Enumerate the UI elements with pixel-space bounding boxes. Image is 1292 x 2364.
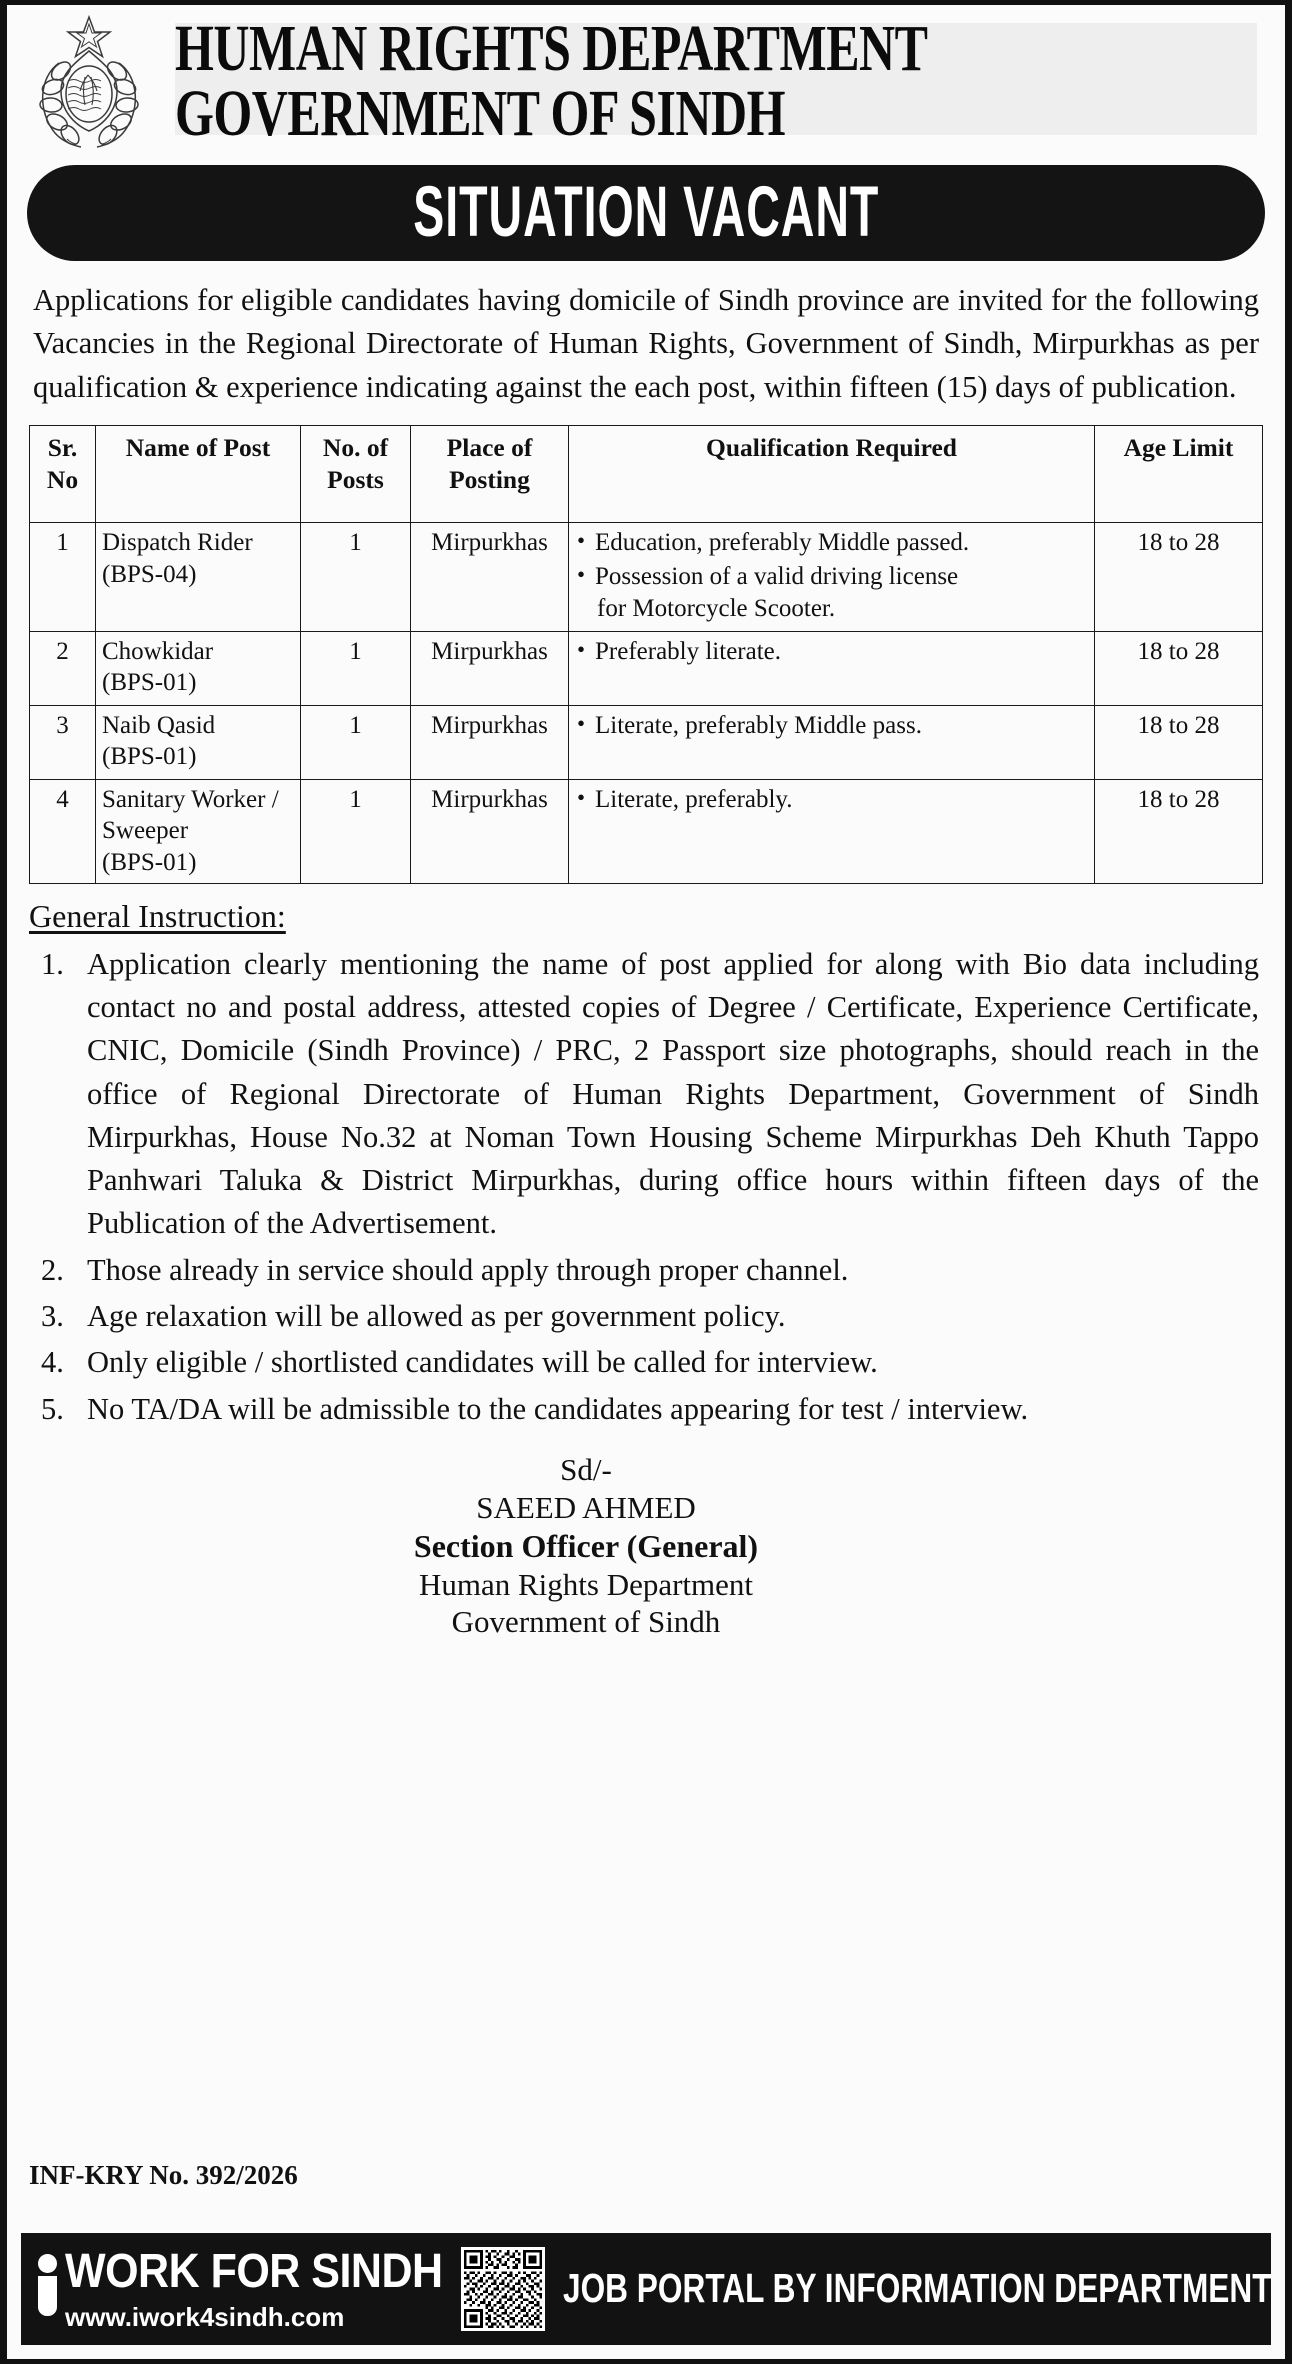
instruction-item: Application clearly mentioning the name of post applied for along with Bio data including contact no and postal address, attested copies of Degree / Certificate, Experience Certificate, CNIC, Domicile (Sindh Province) / PRC, 2 Passport size photographs, should reach in the office of Regional Directorate of Human Rights Department, Government of Sindh Mirpurkhas, House No.32 at Noman Town Housing Scheme Mirpurkhas Deh Khuth Tappo Panhwari Taluka & District Mirpurkhas, during office hours within fifteen days of the Publication of the Advertisement. (87, 946, 1259, 1241)
header-name-of-post: Name of Post (96, 425, 301, 522)
post-title: Chowkidar (102, 637, 214, 665)
cell-post-name (96, 631, 301, 705)
qualification-item: • Preferably literate. (575, 636, 1088, 669)
cell-age-limit: 18 to 28 (1095, 523, 1263, 632)
table-row (30, 705, 1263, 779)
post-bps-grade: (BPS-04) (102, 560, 197, 588)
sindh-government-emblem-icon (25, 11, 153, 151)
instruction-item: Age relaxation will be allowed as per government policy. (87, 1299, 786, 1334)
cell-no-of-posts: 1 (301, 631, 411, 705)
qr-code-icon[interactable] (461, 2247, 545, 2331)
cell-place-of-posting: Mirpurkhas (411, 705, 569, 779)
cell-qualification (569, 523, 1095, 632)
table-row (30, 523, 1263, 632)
title-line-2: GOVERNMENT OF SINDH (175, 75, 786, 150)
header-place-of-posting: Place of Posting (411, 425, 569, 522)
footer-bar (21, 2233, 1271, 2345)
banner-container (7, 157, 1285, 261)
qualification-item: • Possession of a valid driving license for Motorcycle Scooter. (575, 561, 1088, 626)
banner-label: SITUATION VACANT (412, 173, 880, 253)
post-title: Dispatch Rider (102, 529, 253, 557)
instruction-item: Those already in service should apply through proper channel. (87, 1252, 849, 1287)
header-sr-no: Sr. No (30, 425, 96, 522)
cell-place-of-posting: Mirpurkhas (411, 523, 569, 632)
cell-age-limit: 18 to 28 (1095, 631, 1263, 705)
cell-place-of-posting: Mirpurkhas (411, 779, 569, 883)
brand-name: WORK FOR SINDH (65, 2244, 443, 2299)
qualification-item: • Literate, preferably Middle pass. (575, 710, 1088, 743)
vacancy-table (29, 425, 1263, 884)
job-portal-label: JOB PORTAL BY INFORMATION DEPARTMENT (562, 2265, 1271, 2312)
signature-name: SAEED AHMED (476, 1489, 696, 1525)
cell-place-of-posting: Mirpurkhas (411, 631, 569, 705)
situation-vacant-banner (27, 165, 1265, 261)
cell-qualification (569, 705, 1095, 779)
cell-post-name (96, 523, 301, 632)
instruction-list (41, 943, 1259, 1431)
signature-department: Human Rights Department (418, 1566, 754, 1602)
cell-sr-no: 1 (30, 523, 96, 632)
department-title (175, 10, 928, 150)
cell-age-limit: 18 to 28 (1095, 705, 1263, 779)
inf-reference-number: INF-KRY No. 392/2026 (29, 2160, 298, 2190)
cell-age-limit: 18 to 28 (1095, 779, 1263, 883)
document-header (7, 5, 1285, 157)
cell-qualification (569, 779, 1095, 883)
brand-website[interactable]: www.iwork4sindh.com (65, 2302, 345, 2332)
cell-sr-no: 4 (30, 779, 96, 883)
qualification-list (575, 710, 1088, 743)
vacancy-table-container (29, 425, 1263, 884)
table-row (30, 631, 1263, 705)
header-no-of-posts: No. of Posts (301, 425, 411, 522)
title-line-1: HUMAN RIGHTS DEPARTMENT (175, 10, 928, 85)
cell-sr-no: 2 (30, 631, 96, 705)
qualification-list (575, 636, 1088, 669)
signature-designation: Section Officer (General) (413, 1527, 759, 1564)
iwork-brand[interactable] (35, 2244, 443, 2332)
qualification-item-continued: for Motorcycle Scooter. (597, 595, 836, 623)
header-age-limit: Age Limit (1095, 425, 1263, 522)
signature-government: Government of Sindh (451, 1604, 721, 1640)
post-bps-grade: (BPS-01) (102, 669, 197, 697)
general-instruction-heading: General Instruction: (29, 897, 286, 934)
qualification-item: • Literate, preferably. (575, 784, 1088, 817)
qualification-list (575, 784, 1088, 817)
qualification-list (575, 527, 1088, 626)
vacancy-table-body (30, 523, 1263, 884)
post-title: Sanitary Worker / Sweeper (102, 785, 279, 845)
cell-qualification (569, 631, 1095, 705)
instruction-item: Only eligible / shortlisted candidates will be called for interview. (87, 1345, 878, 1380)
table-row (30, 779, 1263, 883)
cell-no-of-posts: 1 (301, 523, 411, 632)
signature-block (7, 1451, 1285, 1641)
cell-post-name (96, 705, 301, 779)
instruction-item: No TA/DA will be admissible to the candidates appearing for test / interview. (87, 1391, 1029, 1426)
cell-no-of-posts: 1 (301, 705, 411, 779)
post-bps-grade: (BPS-01) (102, 743, 197, 771)
header-qualification-required: Qualification Required (569, 425, 1095, 522)
cell-no-of-posts: 1 (301, 779, 411, 883)
lowercase-i-logo-icon (35, 2254, 61, 2316)
post-title: Naib Qasid (102, 711, 216, 739)
qualification-item: • Education, preferably Middle passed. (575, 527, 1088, 560)
general-instruction-section (7, 884, 1285, 1431)
table-header-row (30, 425, 1263, 522)
post-bps-grade: (BPS-01) (102, 848, 197, 876)
signature-sd: Sd/- (560, 1451, 612, 1487)
cell-sr-no: 3 (30, 705, 96, 779)
cell-post-name (96, 779, 301, 883)
intro-paragraph: Applications for eligible candidates having domicile of Sindh province are invited for the following Vacancies in the Regional Directorate of Human Rights, Government of Sindh, Mirpurkhas as per qualification & experience indicating against the each post, within fifteen (15) days of publication. (33, 283, 1259, 404)
